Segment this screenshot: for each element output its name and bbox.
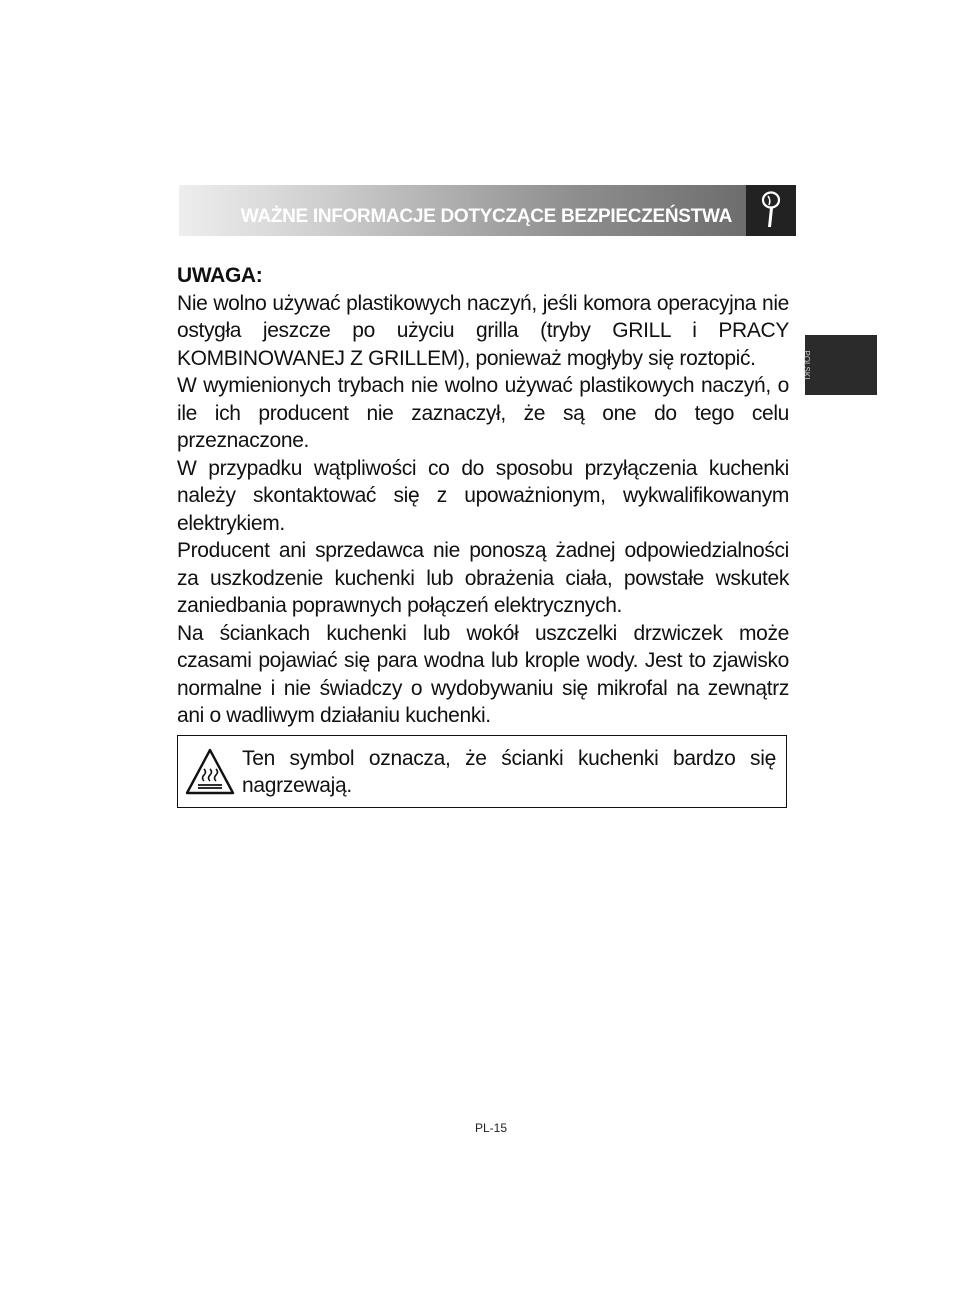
- paragraph: Producent ani sprzedawca nie ponoszą żadnej odpowiedzialności za uszkodzenie kuchenki lub obrażenia ciała, powstałe wskutek zaniedbania poprawnych połączeń elektrycznych.: [177, 539, 789, 617]
- info-pointer-icon: [759, 191, 783, 231]
- paragraph: Nie wolno używać plastikowych naczyń, jeśli komora operacyjna nie ostygła jeszcze po użyciu grilla (tryby GRILL i PRACY KOMBINOWANEJ Z GRILLEM), ponieważ mogłyby się roztopić.: [177, 291, 789, 370]
- paragraph: W przypadku wątpliwości co do sposobu przyłączenia kuchenki należy skontaktować się z upoważnionym, wykwalifikowanym elektrykiem.: [177, 456, 789, 535]
- hot-surface-warning-icon: [184, 747, 236, 797]
- language-tab: [802, 335, 877, 395]
- paragraph: Na ściankach kuchenki lub wokół uszczelki drzwiczek może czasami pojawiać się para wodna lub krople wody. Jest to zjawisko normalne i nie świadczy o wydobywaniu się mikrofal na zewnątrz ani o wadliwym działaniu kuchenki.: [177, 621, 789, 727]
- warning-section: [177, 262, 789, 730]
- section-title: WAŻNE INFORMACJE DOTYCZĄCE BEZPIECZEŃSTWA: [240, 206, 732, 227]
- paragraph: W wymienionych trybach nie wolno używać plastikowych naczyń, o ile ich producent nie zaznaczył, że są one do tego celu przeznaczone.: [177, 374, 789, 452]
- hot-surface-notice: [177, 735, 787, 808]
- warning-heading: UWAGA:: [177, 264, 263, 287]
- section-header-bar: [179, 185, 746, 236]
- notice-text: Ten symbol oznacza, że ścianki kuchenki bardzo się nagrzewają.: [242, 747, 776, 797]
- header-icon-box: [746, 185, 796, 236]
- language-tab-label: POLSKI: [802, 350, 811, 380]
- page-number: PL-15: [474, 1121, 508, 1135]
